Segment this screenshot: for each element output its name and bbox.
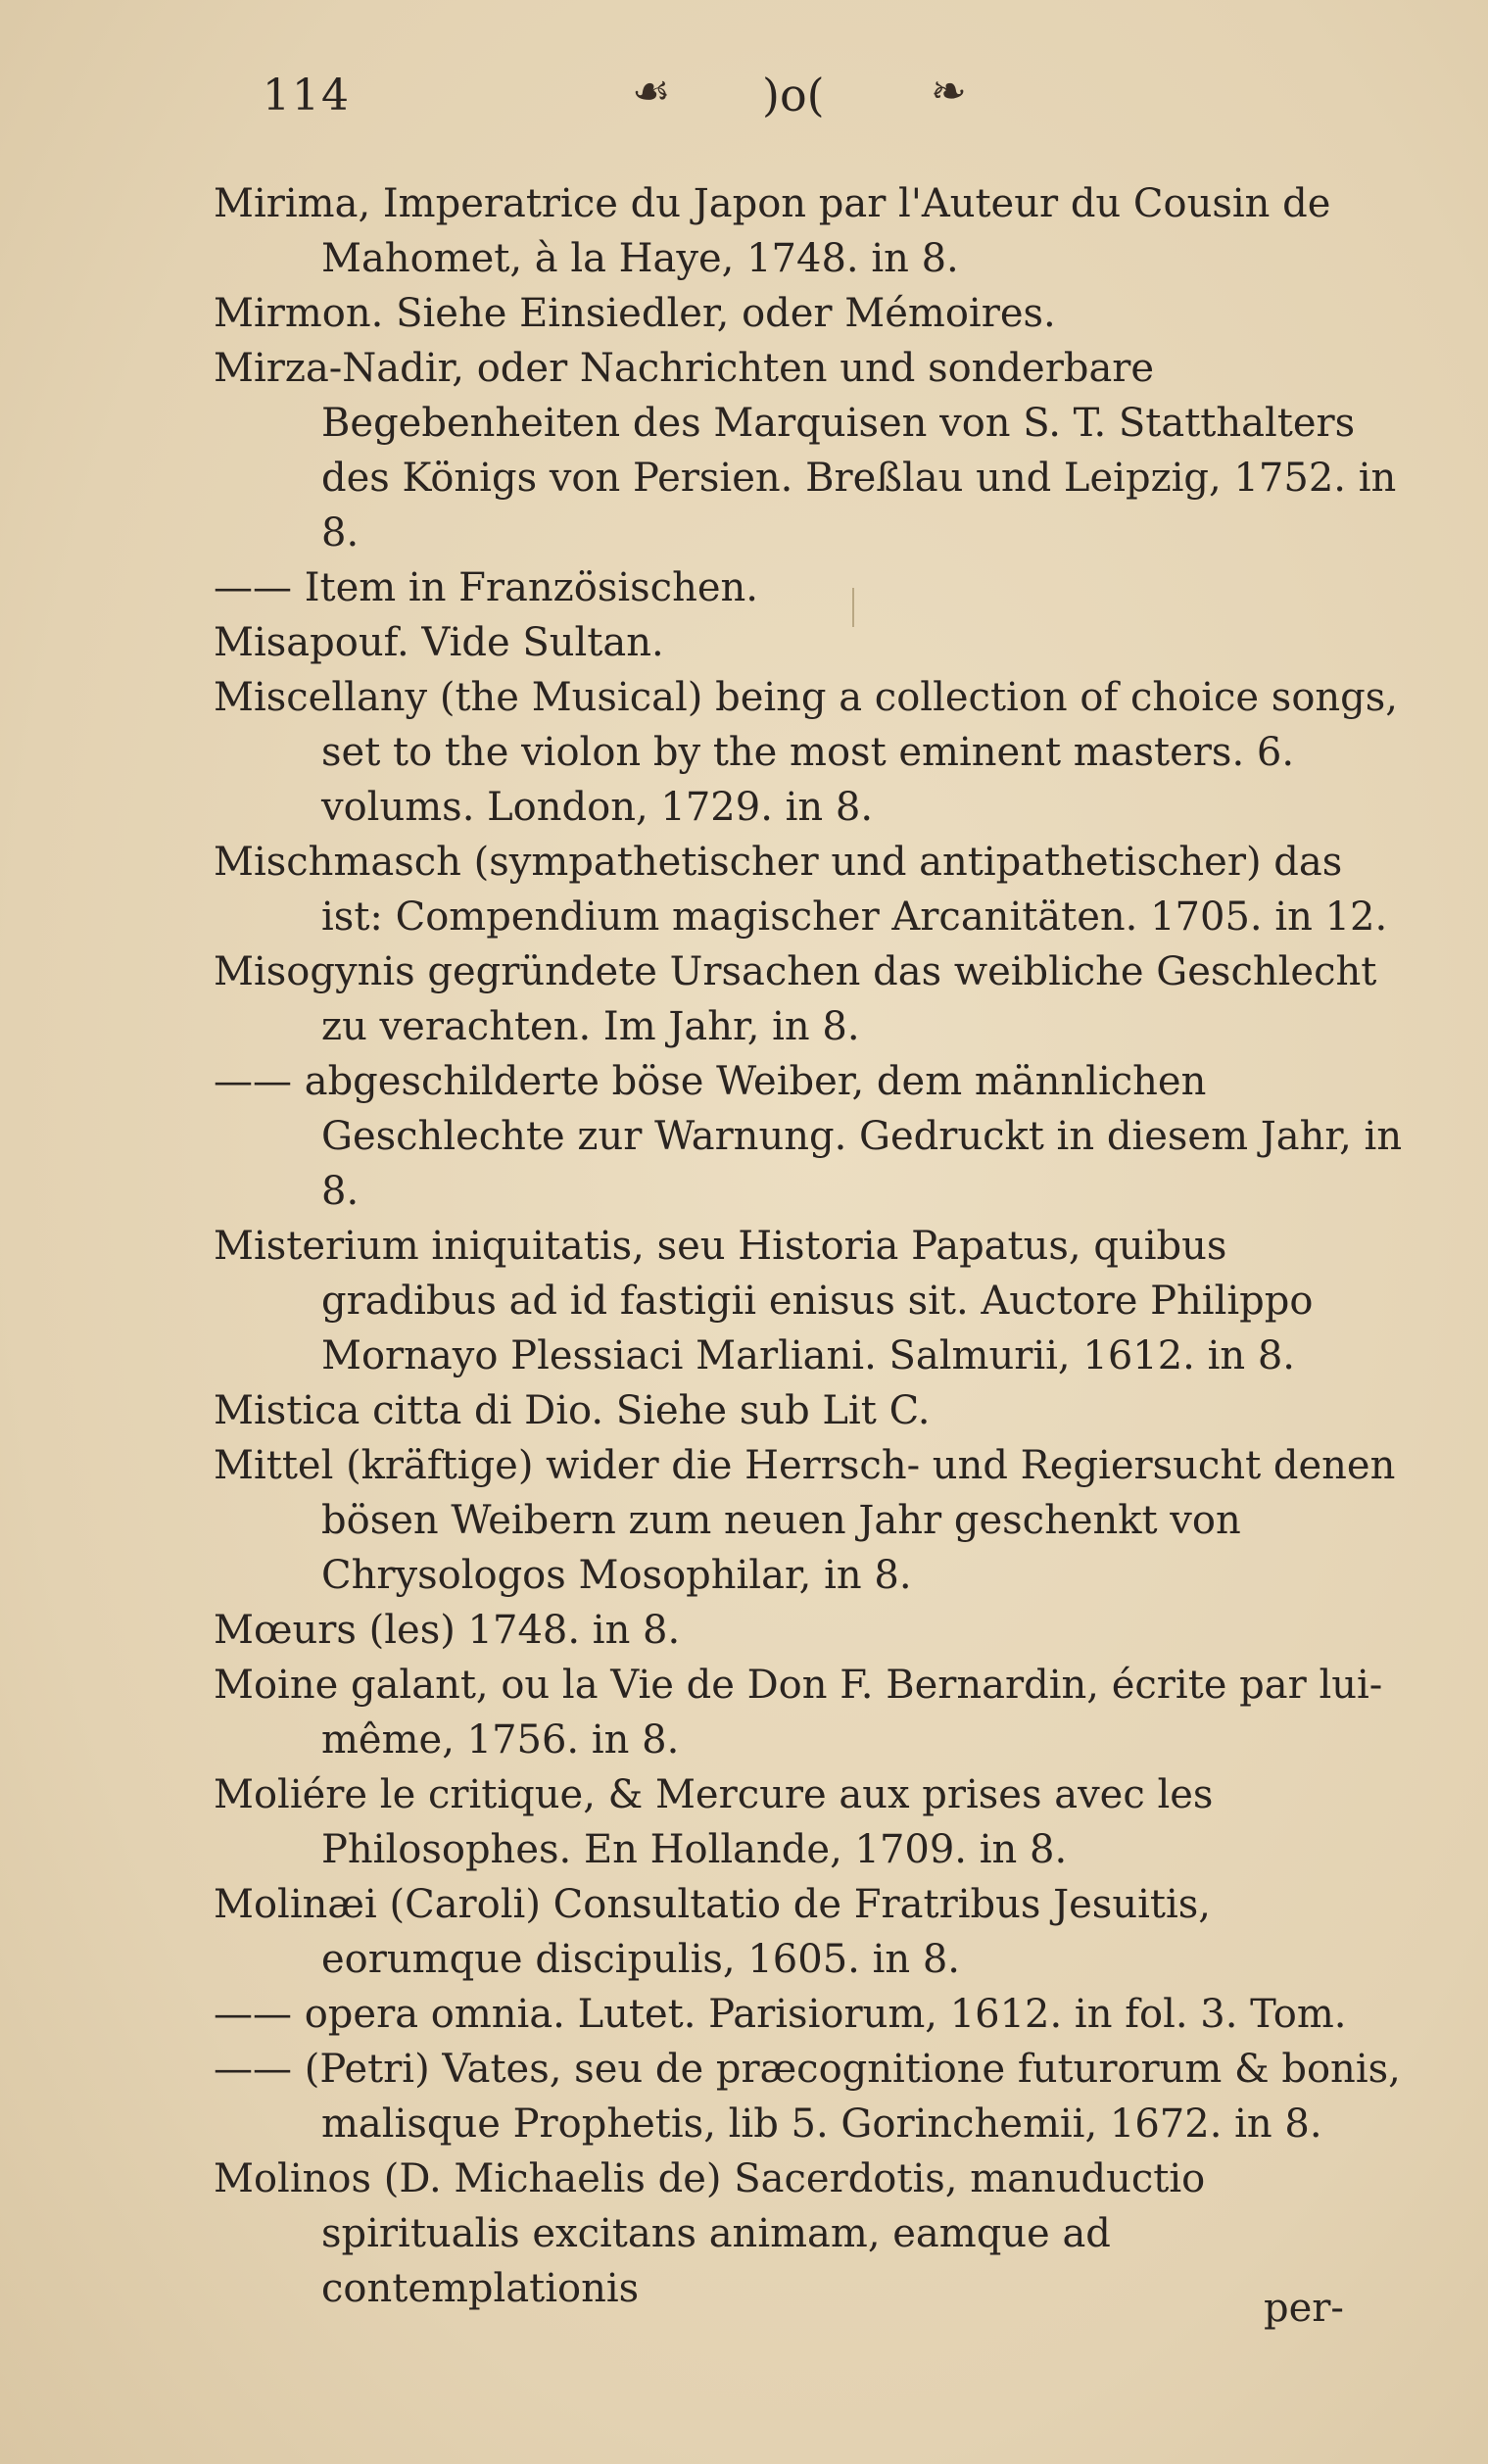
- catalog-entry: Misapouf. Vide Sultan.: [214, 620, 664, 665]
- catalog-entry: Mirima, Imperatrice du Japon par l'Auteur du Cousin de Mahomet, à la Haye, 1748. in 8.: [214, 181, 1331, 281]
- catalog-entry: Moine galant, ou la Vie de Don F. Bernardin, écrite par lui-même, 1756. in 8.: [214, 1663, 1383, 1763]
- catalog-entry: Mistica citta di Dio. Siehe sub Lit C.: [214, 1388, 931, 1433]
- catalog-entry: Mirza-Nadir, oder Nachrichten und sonderbare Begebenheiten des Marquisen von S. T. Statthalters des Königs von Persien. Breßlau und Leipzig, 1752. in 8.: [214, 346, 1397, 556]
- catalog-entry: —— abgeschilderte böse Weiber, dem männlichen Geschlechte zur Warnung. Gedruckt in diesem Jahr, in 8.: [214, 1059, 1403, 1214]
- catalog-entry: Mirmon. Siehe Einsiedler, oder Mémoires.: [214, 291, 1056, 336]
- header-center-mark: )o(: [762, 69, 825, 121]
- catalog-entry: Moliére le critique, & Mercure aux prises avec les Philosophes. En Hollande, 1709. in 8.: [214, 1772, 1214, 1872]
- ornament-left-icon: ☙: [632, 67, 671, 117]
- catchword: per-: [1264, 2286, 1344, 2331]
- ornament-right-icon: ❧: [931, 67, 967, 117]
- catalog-entry: Misterium iniquitatis, seu Historia Papatus, quibus gradibus ad id fastigii enisus sit. Auctore Philippo Mornayo Plessiaci Marliani. Salmurii, 1612. in 8.: [214, 1224, 1314, 1378]
- catalog-entry: Miscellany (the Musical) being a collection of choice songs, set to the violon by the most eminent masters. 6. volums. London, 1729. in 8.: [214, 675, 1399, 830]
- catalog-entry: Molinæi (Caroli) Consultatio de Fratribus Jesuitis, eorumque discipulis, 1605. in 8.: [214, 1882, 1211, 1982]
- catalog-entry: Mischmasch (sympathetischer und antipathetischer) das ist: Compendium magischer Arcanitäten. 1705. in 12.: [214, 840, 1388, 940]
- catalog-entry: Misogynis gegründete Ursachen das weibliche Geschlecht zu verachten. Im Jahr, in 8.: [214, 949, 1377, 1049]
- catalog-entry: —— opera omnia. Lutet. Parisiorum, 1612. in fol. 3. Tom.: [214, 1992, 1347, 2037]
- page-header: [0, 61, 1488, 139]
- catalog-entry: —— (Petri) Vates, seu de præcognitione futurorum & bonis, malisque Prophetis, lib 5. Gorinchemii, 1672. in 8.: [214, 2047, 1401, 2147]
- catalog-entries: [214, 176, 1404, 2316]
- paper-mark: [852, 588, 854, 627]
- catalog-entry: Mittel (kräftige) wider die Herrsch- und Regiersucht denen bösen Weibern zum neuen Jahr geschenkt von Chrysologos Mosophilar, in 8.: [214, 1443, 1396, 1598]
- page-number: 114: [263, 71, 351, 121]
- catalog-entry: —— Item in Französischen.: [214, 565, 758, 610]
- catalog-entry: Mœurs (les) 1748. in 8.: [214, 1608, 681, 1653]
- catalog-entry: Molinos (D. Michaelis de) Sacerdotis, manuductio spiritualis excitans animam, eamque ad contemplationis: [214, 2156, 1206, 2311]
